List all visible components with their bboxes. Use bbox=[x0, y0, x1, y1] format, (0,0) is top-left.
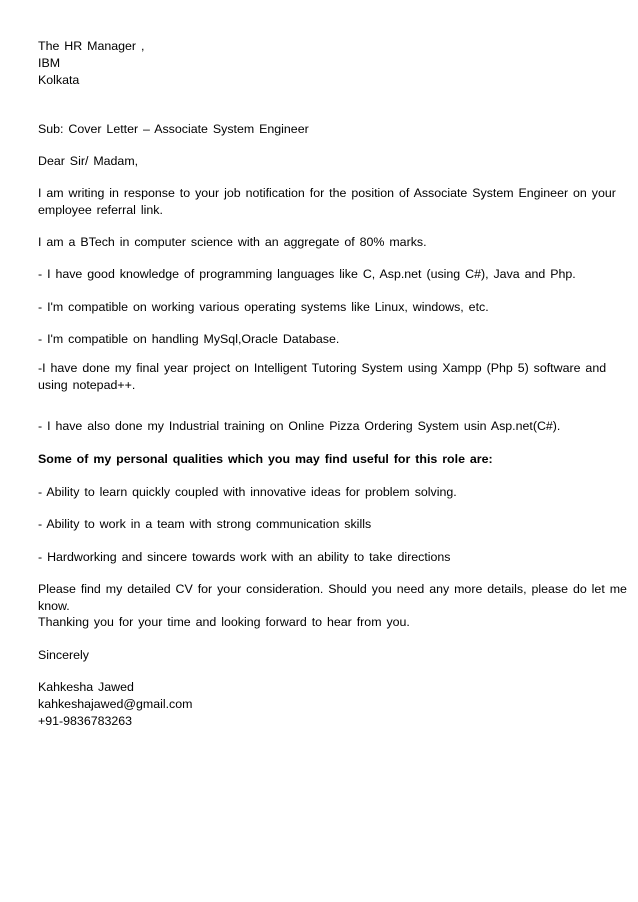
signature-name: Kahkesha Jawed bbox=[38, 680, 134, 694]
programming-point: - I have good knowledge of programming languages like C, Asp.net (using C#), Java and Php. bbox=[38, 267, 576, 281]
intro-paragraph-line-2: employee referral link. bbox=[38, 203, 163, 217]
cv-paragraph-line-1: Please find my detailed CV for your consideration. Should you need any more details, please do let me bbox=[38, 582, 627, 596]
training-point: - I have also done my Industrial training on Online Pizza Ordering System usin Asp.net(C#). bbox=[38, 419, 561, 433]
recipient-line: The HR Manager , bbox=[38, 39, 145, 53]
os-point: - I'm compatible on working various operating systems like Linux, windows, etc. bbox=[38, 300, 489, 314]
quality-learning: - Ability to learn quickly coupled with innovative ideas for problem solving. bbox=[38, 485, 457, 499]
project-point-line-2: using notepad++. bbox=[38, 378, 136, 392]
cv-paragraph-line-2: know. bbox=[38, 599, 70, 613]
project-point-line-1: -I have done my final year project on Intelligent Tutoring System using Xampp (Php 5) software and bbox=[38, 361, 607, 375]
sign-off: Sincerely bbox=[38, 648, 89, 662]
education-paragraph: I am a BTech in computer science with an aggregate of 80% marks. bbox=[38, 235, 427, 249]
intro-paragraph-line-1: I am writing in response to your job notification for the position of Associate System Engineer on your bbox=[38, 186, 616, 200]
thanks-line: Thanking you for your time and looking forward to hear from you. bbox=[38, 615, 410, 629]
quality-hardworking: - Hardworking and sincere towards work with an ability to take directions bbox=[38, 550, 451, 564]
quality-teamwork: - Ability to work in a team with strong communication skills bbox=[38, 517, 372, 531]
signature-email: kahkeshajawed@gmail.com bbox=[38, 697, 193, 711]
city-line: Kolkata bbox=[38, 73, 80, 87]
signature-phone: +91-9836783263 bbox=[38, 714, 133, 728]
salutation: Dear Sir/ Madam, bbox=[38, 154, 139, 168]
database-point: - I'm compatible on handling MySql,Oracle Database. bbox=[38, 332, 340, 346]
subject-line: Sub: Cover Letter – Associate System Engineer bbox=[38, 122, 309, 136]
company-line: IBM bbox=[38, 56, 61, 70]
qualities-heading: Some of my personal qualities which you may find useful for this role are: bbox=[38, 452, 493, 466]
